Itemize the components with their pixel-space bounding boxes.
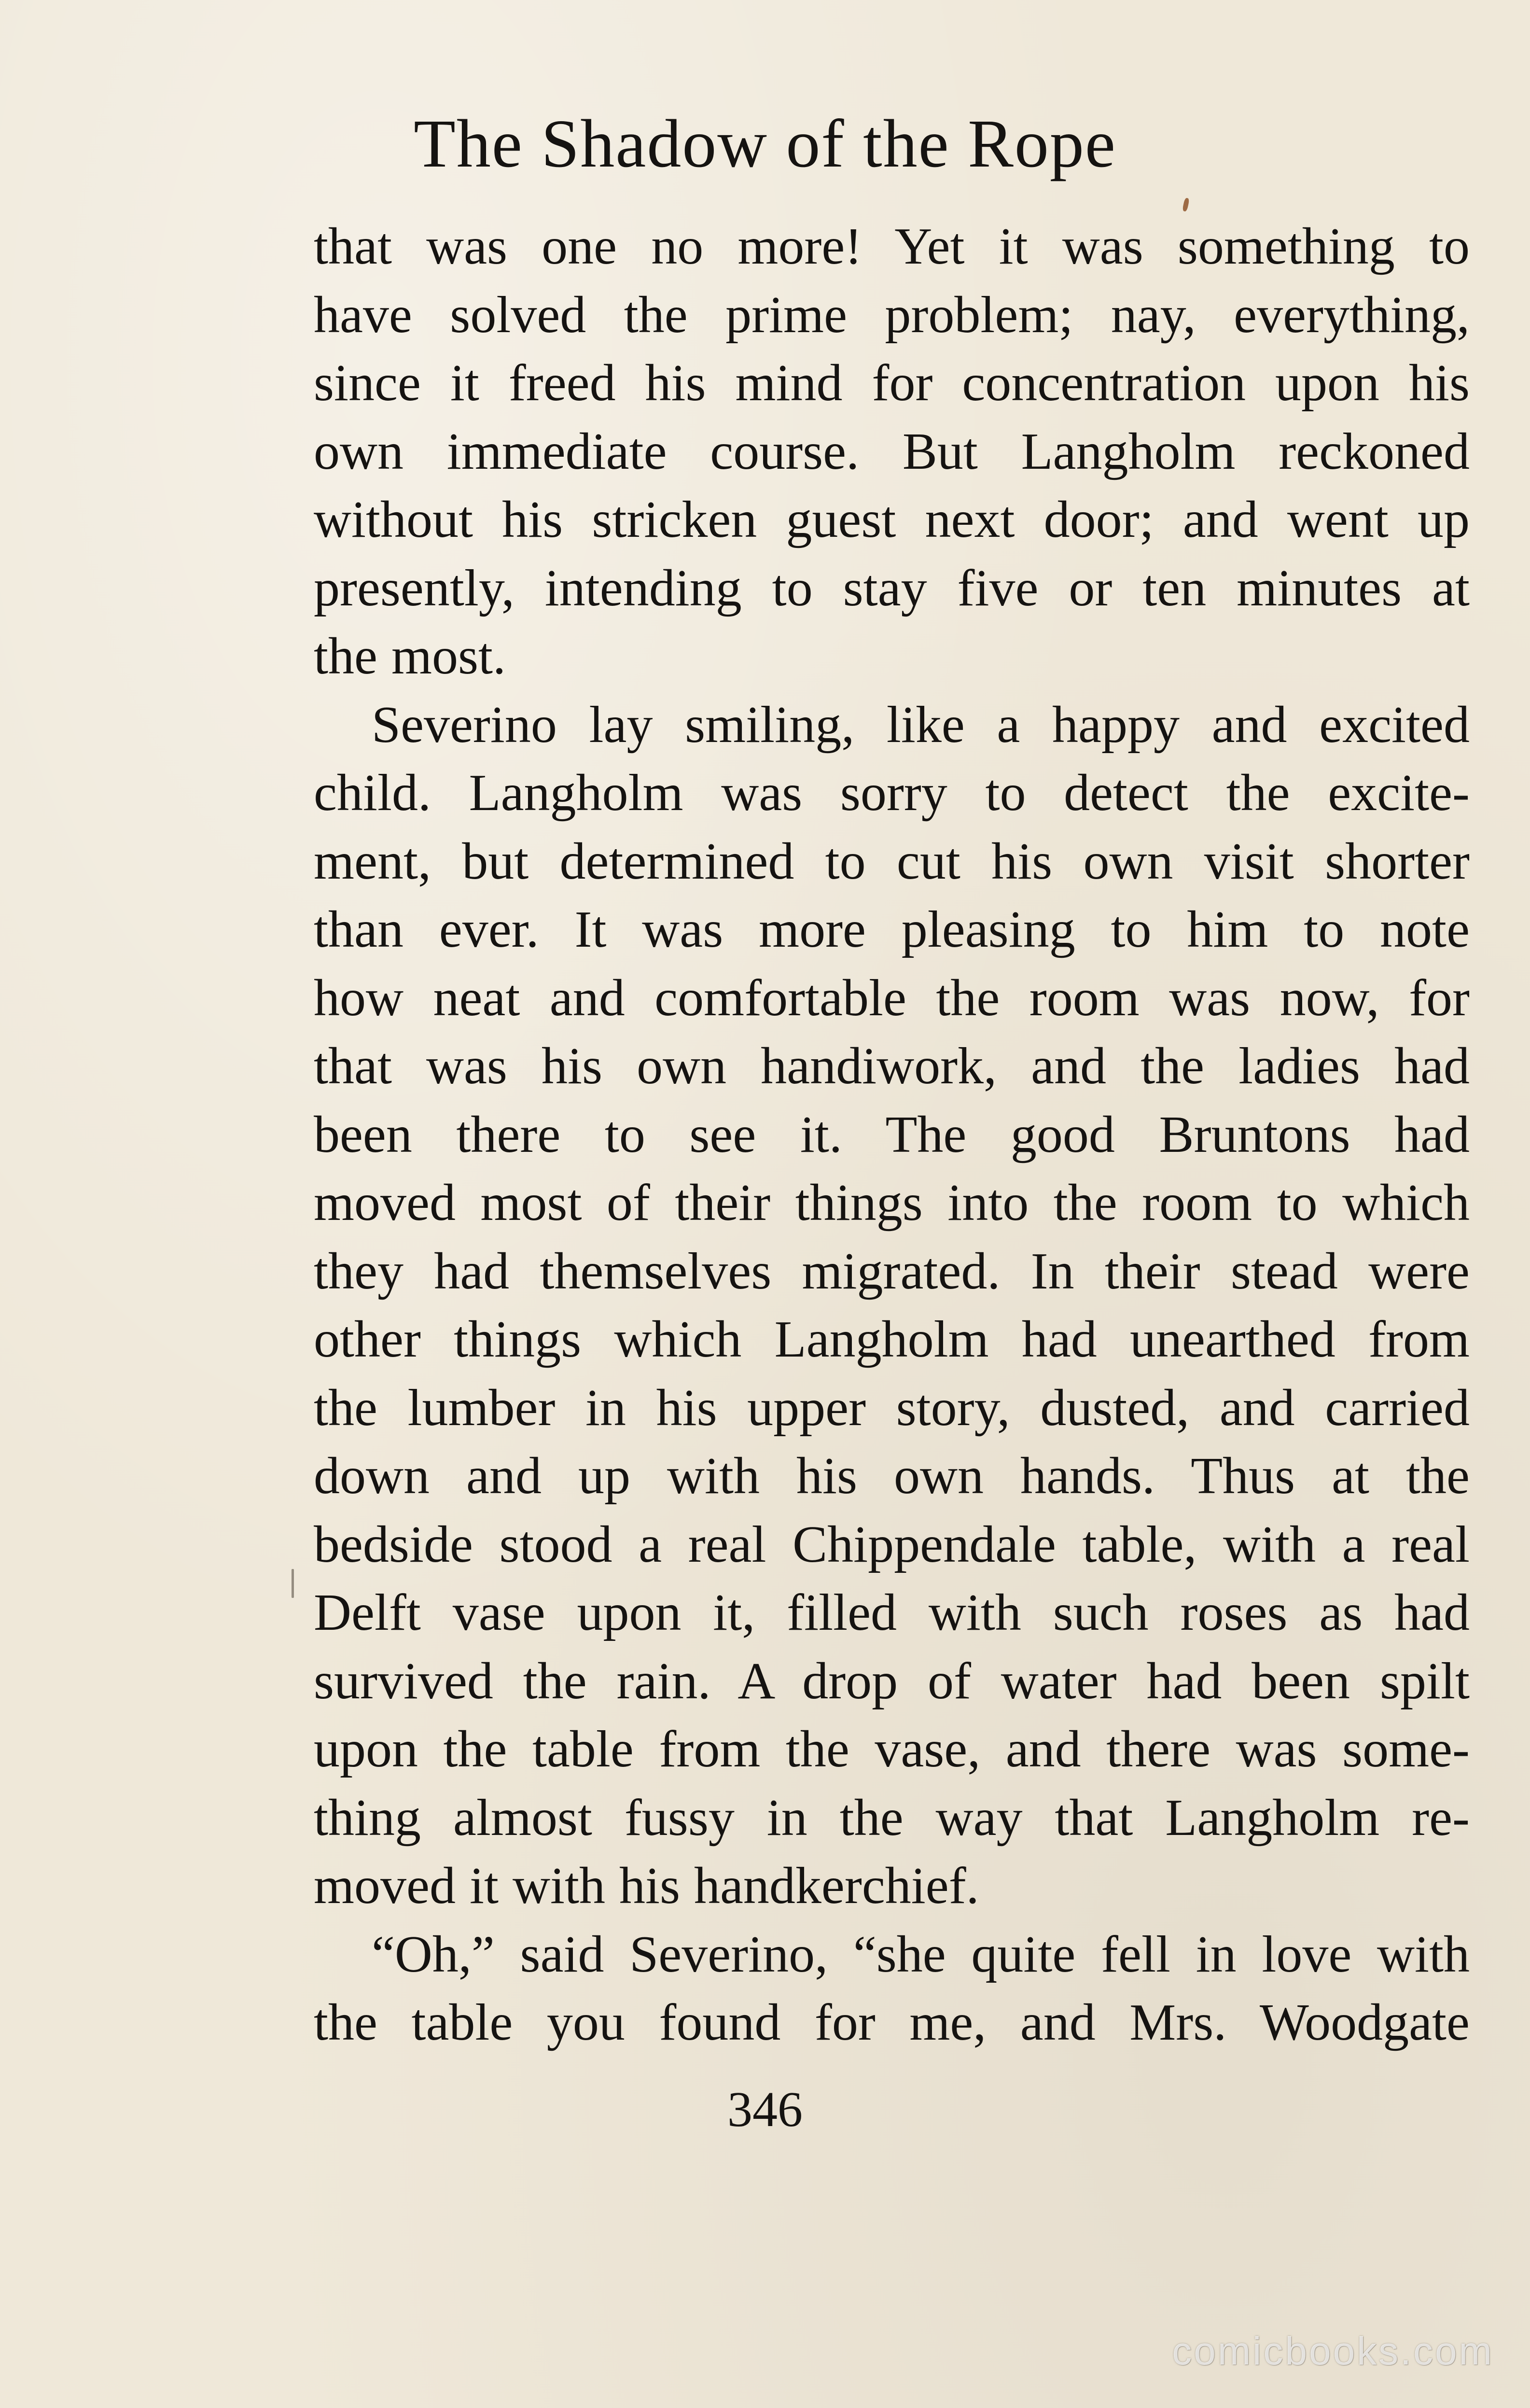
text-line: the most. (314, 628, 506, 685)
text-line: upon the table from the vase, and there was some- (314, 1721, 1470, 1778)
text-line: down and up with his own hands. Thus at the (314, 1447, 1470, 1505)
text-line: bedside stood a real Chippendale table, with a real (314, 1515, 1470, 1573)
text-line: thing almost fussy in the way that Langholm re- (314, 1789, 1470, 1847)
margin-mark (292, 1569, 294, 1598)
text-line: own immediate course. But Langholm reckoned (314, 422, 1470, 480)
text-line: “Oh,” said Severino, “she quite fell in love with (372, 1925, 1470, 1983)
text-line: have solved the prime problem; nay, everything, (314, 286, 1470, 344)
watermark: comicbooks.com (1172, 2329, 1494, 2373)
page-number: 346 (727, 2082, 803, 2137)
text-line: the lumber in his upper story, dusted, and carried (314, 1379, 1470, 1437)
text-line: been there to see it. The good Bruntons had (314, 1106, 1470, 1163)
text-line: ment, but determined to cut his own visit shorter (314, 832, 1470, 890)
text-line: survived the rain. A drop of water had been spilt (314, 1652, 1470, 1710)
text-line: that was his own handiwork, and the ladies had (314, 1037, 1470, 1095)
text-line: presently, intending to stay five or ten minutes at (314, 559, 1470, 617)
text-line: since it freed his mind for concentration upon his (314, 354, 1470, 412)
text-line: without his stricken guest next door; and went up (314, 491, 1470, 548)
text-line: than ever. It was more pleasing to him to note (314, 901, 1470, 958)
text-line: they had themselves migrated. In their stead were (314, 1242, 1470, 1300)
text-line: how neat and comfortable the room was now, for (314, 969, 1470, 1027)
text-line: child. Langholm was sorry to detect the excite- (314, 764, 1470, 822)
ink-speck (1182, 197, 1190, 211)
text-line: moved it with his handkerchief. (314, 1857, 979, 1915)
text-line: Delft vase upon it, filled with such roses as had (314, 1584, 1470, 1641)
text-line: the table you found for me, and Mrs. Woodgate (314, 1994, 1470, 2051)
body-text (314, 212, 1470, 2057)
text-line: Severino lay smiling, like a happy and excited (372, 696, 1470, 754)
text-line: moved most of their things into the room to which (314, 1174, 1470, 1232)
running-head: The Shadow of the Rope (414, 105, 1116, 182)
text-line: that was one no more! Yet it was something to (314, 218, 1470, 275)
text-line: other things which Langholm had unearthed from (314, 1311, 1470, 1368)
